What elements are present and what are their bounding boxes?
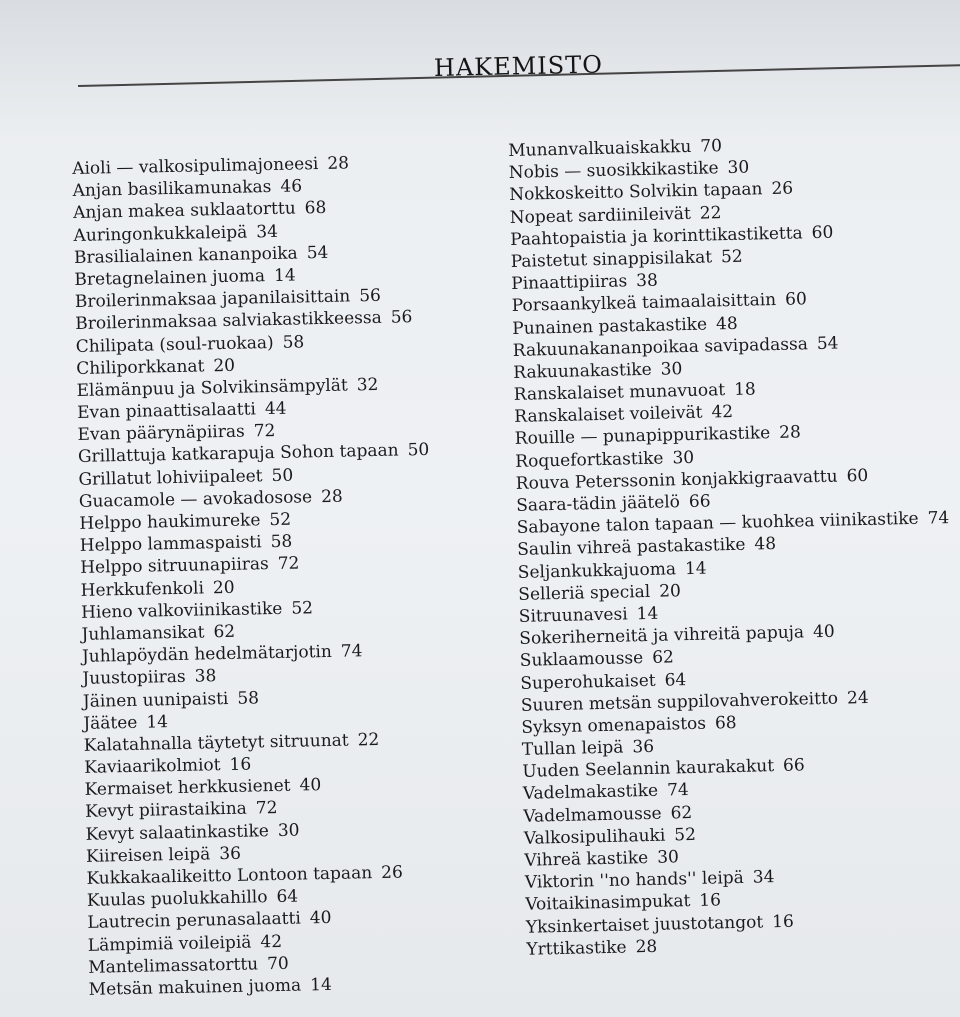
index-entry-name: Chiliporkkanat <box>76 356 205 379</box>
index-entry-name: Sitruunavesi <box>518 604 628 627</box>
index-entry-page: 66 <box>782 755 805 777</box>
index-entry-name: Jäätee <box>83 712 138 734</box>
index-entry-name: Hieno valkoviinikastike <box>80 598 283 623</box>
index-entry-page: 20 <box>213 355 236 376</box>
index-entry-page: 40 <box>309 908 332 929</box>
index-entry-page: 60 <box>846 465 869 487</box>
index-entry-name: Mantelimassatorttu <box>88 954 259 978</box>
index-entry-page: 24 <box>846 687 869 709</box>
index-entry-name: Evan pinaattisalaatti <box>76 399 257 424</box>
index-entry-name: Helppo lammaspaisti <box>79 532 262 557</box>
index-entry-name: Metsän makuinen juoma <box>88 975 302 1000</box>
index-entry-name: Grillatut lohiviipaleet <box>78 465 263 490</box>
index-entry-name: Sokeriherneitä ja vihreitä papuja <box>519 622 805 649</box>
index-entry-page: 30 <box>672 447 695 468</box>
index-entry-name: Brasilialainen kananpoika <box>73 243 298 268</box>
index-entry-name: Tullan leipä <box>521 737 624 760</box>
index-entry-name: Kevyt piirastaikina <box>84 799 248 823</box>
index-entry-page: 72 <box>277 553 300 575</box>
index-entry-name: Kermaiset herkkusienet <box>84 775 291 801</box>
index-entry-page: 38 <box>194 666 217 687</box>
index-entry-page: 52 <box>674 824 697 846</box>
index-entry-name: Herkkufenkoli <box>80 578 205 601</box>
index-entry-page: 42 <box>260 931 283 952</box>
index-entry-page: 20 <box>659 580 682 602</box>
index-entry-page: 32 <box>356 374 379 396</box>
index-entry-name: Auringonkukkaleipä <box>73 222 248 246</box>
index-entry-page: 66 <box>688 491 711 512</box>
index-entry-page: 58 <box>270 531 293 553</box>
index-entry-name: Kiireisen leipä <box>85 844 211 867</box>
index-entry-page: 44 <box>264 398 287 420</box>
index-entry-page: 54 <box>816 333 839 354</box>
index-entry-page: 26 <box>771 178 794 200</box>
index-entry-name: Vadelmamousse <box>523 803 662 827</box>
index-entry-name: Vihreä kastike <box>524 848 649 871</box>
index-entry-name: Kuulas puolukkahillo <box>86 887 268 912</box>
index-entry-page: 16 <box>699 890 722 912</box>
index-entry-name: Guacamole — avokadosose <box>78 487 313 512</box>
index-entry-page: 74 <box>666 780 689 801</box>
index-entry-name: Kaviaarikolmiot <box>84 755 221 778</box>
index-entry-page: 56 <box>359 285 382 307</box>
index-entry-name: Saulin vihreä pastakastike <box>517 535 746 561</box>
index-entry-name: Nopeat sardiinileivät <box>509 203 692 228</box>
index-entry-name: Lämpimiä voileipiä <box>87 932 252 956</box>
index-entry-name: Lautrecin perunasalaatti <box>87 908 302 934</box>
index-entry-name: Valkosipulihauki <box>523 825 666 849</box>
index-entry-name: Paahtopaistia ja korinttikastiketta <box>510 223 803 250</box>
index-entry-page: 14 <box>273 265 296 286</box>
index-entry-page: 46 <box>280 176 303 198</box>
index-entry-page: 34 <box>256 221 279 242</box>
index-entry-page: 60 <box>784 289 808 311</box>
index-entry-name: Aioli — valkosipulimajoneesi <box>72 154 319 179</box>
index-entry-page: 28 <box>778 422 802 444</box>
index-entry-name: Munanvalkuaiskakku <box>508 136 692 161</box>
index-entry-page: 64 <box>664 669 687 691</box>
index-entry-page: 26 <box>380 862 404 883</box>
index-column-right <box>508 130 959 961</box>
index-entry-page: 38 <box>635 270 659 292</box>
index-entry-page: 70 <box>700 136 723 157</box>
index-entry-name: Helppo sitruunapiiras <box>80 554 269 579</box>
index-entry-page: 52 <box>291 598 314 619</box>
index-entry-name: Juhlamansikat <box>81 622 205 645</box>
index-entry-page: 28 <box>635 936 658 958</box>
index-entry-name: Roquefortkastike <box>515 448 664 472</box>
index-entry-page: 58 <box>282 331 305 353</box>
index-entry-name: Suklaamousse <box>519 648 644 672</box>
index-entry-name: Yksinkertaiset juustotangot <box>525 911 764 938</box>
index-entry-page: 56 <box>390 307 413 328</box>
index-entry-name: Voitaikinasimpukat <box>525 891 691 916</box>
index-entry-page: 60 <box>811 222 834 243</box>
index-entry-page: 42 <box>711 402 734 423</box>
index-entry-page: 40 <box>299 775 322 796</box>
index-entry-page: 52 <box>720 246 743 268</box>
index-entry-name: Broilerinmaksaa japanilaisittain <box>74 286 351 313</box>
index-entry-name: Nokkoskeitto Solvikin tapaan <box>509 179 763 206</box>
index-entry-page: 30 <box>727 157 750 179</box>
index-entry-name: Suuren metsän suppilovahverokeitto <box>520 688 839 716</box>
index-entry-name: Juhlapöydän hedelmätarjotin <box>81 642 333 668</box>
index-entry-page: 54 <box>306 242 329 264</box>
index-entry-page: 16 <box>771 911 795 932</box>
index-entry-name: Evan päärynäpiiras <box>77 421 245 446</box>
index-entry-page: 14 <box>146 711 169 733</box>
index-column-left <box>72 151 440 1001</box>
index-entry-name: Elämänpuu ja Solvikinsämpylät <box>76 375 348 401</box>
index-entry-page: 62 <box>651 647 675 669</box>
index-entry-name: Porsaankylkeä taimaalaisittain <box>511 290 777 317</box>
index-entry-page: 62 <box>213 621 236 643</box>
index-entry-name: Paistetut sinappisilakat <box>510 247 713 272</box>
index-entry-name: Ranskalaiset voileivät <box>514 402 703 428</box>
index-entry-name: Vadelmakastike <box>522 781 659 805</box>
index-entry-page: 74 <box>927 508 950 529</box>
index-entry-name: Nobis — suosikkikastike <box>508 158 719 184</box>
index-entry-page: 58 <box>237 687 260 709</box>
index-entry-page: 36 <box>219 843 242 864</box>
index-entry-name: Uuden Seelannin kaurakakut <box>522 756 775 783</box>
index-entry-name: Selleriä special <box>518 581 651 605</box>
index-entry-page: 34 <box>752 867 775 888</box>
index-entry-name: Viktorin ''no hands'' leipä <box>524 868 745 893</box>
index-entry-name: Jäinen uunipaisti <box>82 688 229 712</box>
index-entry-page: 30 <box>656 847 680 868</box>
index-entry-page: 40 <box>812 621 835 643</box>
index-entry-name: Rouille — punapippurikastike <box>514 423 771 450</box>
index-entry-name: Rakuunakananpoikaa savipadassa <box>512 333 809 361</box>
index-entry-page: 48 <box>754 534 777 555</box>
index-entry-name: Pinaattipiiras <box>511 271 628 295</box>
index-entry-page: 28 <box>327 153 350 174</box>
index-entry-name: Bretagnelainen juoma <box>74 266 266 290</box>
index-entry-name: Superohukaiset <box>520 670 656 694</box>
index-entry-name: Rakuunakastike <box>513 359 652 383</box>
index-entry-name: Grillattuja katkarapuja Sohon tapaan <box>77 440 399 468</box>
index-entry-page: 50 <box>407 440 430 461</box>
index-entry-page: 16 <box>229 754 252 776</box>
index-entry-name: Helppo haukimureke <box>79 510 261 534</box>
index-entry-name: Ranskalaiset munavuoat <box>513 380 726 405</box>
index-entry-name: Sabayone talon tapaan — kuohkea viinikastike <box>516 508 919 539</box>
index-entry-page: 22 <box>357 729 380 751</box>
index-entry-page: 36 <box>632 736 655 758</box>
index-entry-name: Yrttikastike <box>526 937 627 960</box>
index-entry-page: 52 <box>269 509 292 531</box>
index-entry-page: 62 <box>670 802 693 824</box>
index-entry-name: Kukkakaalikeitto Lontoon tapaan <box>86 863 373 889</box>
index-entry-name: Punainen pastakastike <box>512 314 708 339</box>
index-entry-page: 68 <box>714 712 737 734</box>
index-entry-page: 20 <box>212 577 235 598</box>
index-entry-page: 30 <box>277 820 300 841</box>
index-entry-page: 70 <box>266 953 289 974</box>
index-entry-name: Rouva Peterssonin konjakkigraavattu <box>515 466 838 494</box>
index-entry-page: 14 <box>309 974 333 996</box>
index-entry-page: 64 <box>276 886 299 908</box>
index-entry-page: 72 <box>253 421 276 442</box>
index-entry-name: Chilipata (soul-ruokaa) <box>75 332 274 357</box>
index-entry-page: 72 <box>255 798 278 819</box>
index-entry-page: 14 <box>636 603 659 625</box>
index-entry-name: Seljankukkajuoma <box>517 558 677 583</box>
index-entry-page: 74 <box>340 641 363 662</box>
index-entry-name: Anjan basilikamunakas <box>72 177 272 202</box>
index-entry-page: 50 <box>271 465 294 486</box>
index-entry-page: 48 <box>715 313 738 334</box>
index-entry-name: Syksyn omenapaistos <box>521 713 707 738</box>
index-entry-name: Anjan makea suklaatorttu <box>72 198 296 224</box>
index-entry-page: 28 <box>320 486 343 507</box>
index-entry-name: Kevyt salaatinkastike <box>85 820 270 845</box>
index-entry-name: Saara-tädin jäätelö <box>516 492 681 516</box>
index-entry-page: 18 <box>733 379 756 400</box>
index-entry-page: 68 <box>304 198 327 219</box>
index-entry-page: 30 <box>660 358 683 380</box>
index-entry-page: 14 <box>684 558 707 579</box>
index-entry-name: Juustopiiras <box>82 667 186 690</box>
index-entry-name: Broilerinmaksaa salviakastikkeessa <box>75 308 382 335</box>
index-entry-name: Kalatahnalla täytetyt sitruunat <box>83 730 349 756</box>
index-entry-page: 22 <box>699 202 722 224</box>
page-title: HAKEMISTO <box>433 50 604 82</box>
